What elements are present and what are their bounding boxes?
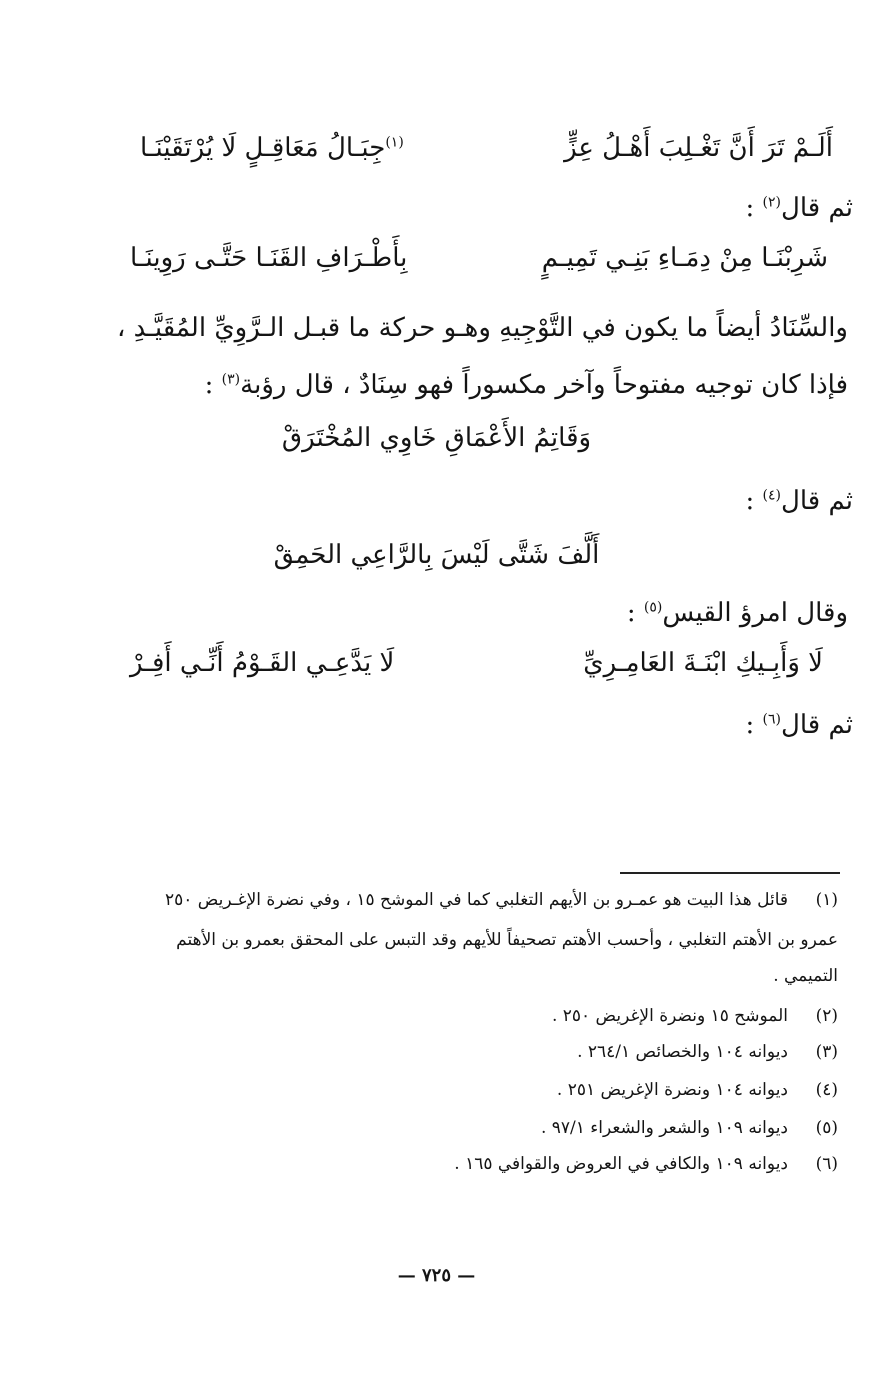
footnote-number: (٥) (815, 1118, 838, 1138)
qal-text: ثم قال (780, 193, 853, 223)
footnote-ref-2: (٢) (762, 194, 781, 211)
fa-idha-line (205, 372, 848, 398)
footnote-number: (٤) (815, 1080, 838, 1100)
footnote-number: (٣) (815, 1042, 838, 1062)
colon: : (745, 486, 763, 516)
footnote-4 (557, 1082, 838, 1099)
verse-3-first-hemistich: لَا وَأَبِـيكِ ابْنَـةَ العَامِـرِيِّ (583, 648, 823, 678)
qal-line-6 (745, 712, 853, 738)
colon: : (745, 193, 763, 223)
page-number: — ٧٢٥ — (397, 1265, 476, 1286)
footnote-ref-4: (٤) (762, 487, 781, 504)
qal-text: ثم قال (780, 710, 853, 740)
imru-text: وقال امرؤ القيس (662, 598, 848, 628)
footnote-3 (577, 1044, 838, 1061)
footnote-ref-6: (٦) (762, 711, 781, 728)
ruba-line-2: أَلَّفَ شَتَّى لَيْسَ بِالرَّاعِي الحَمِقْ (273, 540, 600, 570)
footnote-1-line-3: التميمي . (773, 966, 838, 986)
verse-1-second-hemistich (140, 135, 404, 161)
footnote-1-line-2: عمرو بن الأهتم التغلبي ، وأحسب الأهتم تصحيفاً للأيهم وقد التبس على المحقق بعمرو بن الأهتم (176, 930, 838, 950)
colon: : (626, 598, 644, 628)
footnote-number: (١) (815, 890, 838, 910)
verse-1-second-text: جِبَـالُ مَعَاقِـلٍ لَا يُرْتَقَيْنَـا (140, 133, 386, 163)
footnote-ref-5: (٥) (643, 599, 663, 616)
footnote-number: (٦) (815, 1154, 838, 1174)
footnote-6 (454, 1156, 838, 1173)
imru-line (627, 600, 848, 626)
footnote-separator (620, 872, 840, 874)
footnote-text: ديوانه ١٠٩ والكافي في العروض والقوافي ١٦٥ . (454, 1154, 788, 1174)
qal-line-4 (745, 488, 853, 514)
footnote-ref-3: (٣) (221, 371, 241, 388)
footnote-5 (541, 1120, 838, 1137)
colon: : (745, 710, 763, 740)
qal-line-2 (745, 195, 853, 221)
verse-1-first-hemistich: أَلَـمْ تَرَ أَنَّ تَغْـلِبَ أَهْـلُ عِزٍّ (564, 133, 833, 163)
footnote-text: ديوانه ١٠٤ ونضرة الإغريض ٢٥١ . (556, 1080, 788, 1100)
footnote-number: (٢) (815, 1006, 838, 1026)
footnote-text: ديوانه ١٠٩ والشعر والشعراء ٩٧/١ . (540, 1118, 788, 1138)
ruba-line-1: وَقَاتِمُ الأَعْمَاقِ خَاوِي المُخْتَرَقْ (281, 423, 592, 453)
footnote-1 (165, 892, 838, 909)
footnote-2 (552, 1008, 838, 1025)
footnote-text: الموشح ١٥ ونضرة الإغريض ٢٥٠ . (551, 1006, 788, 1026)
verse-2-first-hemistich: شَرِبْنَـا مِنْ دِمَـاءِ بَنِـي تَمِيـمٍ (541, 243, 828, 273)
footnote-text: قائل هذا البيت هو عمـرو بن الأيهم التغلبي كما في الموشح ١٥ ، وفي نضرة الإغـريض ٢٥٠ (164, 890, 788, 910)
colon: : (204, 370, 222, 400)
verse-3-second-hemistich: لَا يَدَّعِـي القَـوْمُ أَنِّـي أَفِـرْ (130, 648, 395, 678)
fa-idha-text: فإذا كان توجيه مفتوحاً وآخر مكسوراً فهو سِنَادٌ ، قال رؤبة (240, 370, 848, 400)
footnote-ref-1: (١) (385, 134, 404, 151)
footnote-text: ديوانه ١٠٤ والخصائص ٢٦٤/١ . (577, 1042, 788, 1062)
qal-text: ثم قال (780, 486, 853, 516)
verse-2-second-hemistich: بِأَطْـرَافِ القَنَـا حَتَّـى رَوِينَـا (130, 243, 408, 273)
sinad-definition: والسِّنَادُ أيضاً ما يكون في التَّوْجِيهِ وهـو حركة ما قبـل الـرَّوِيِّ المُقَيَّـدِ ، (116, 313, 848, 343)
